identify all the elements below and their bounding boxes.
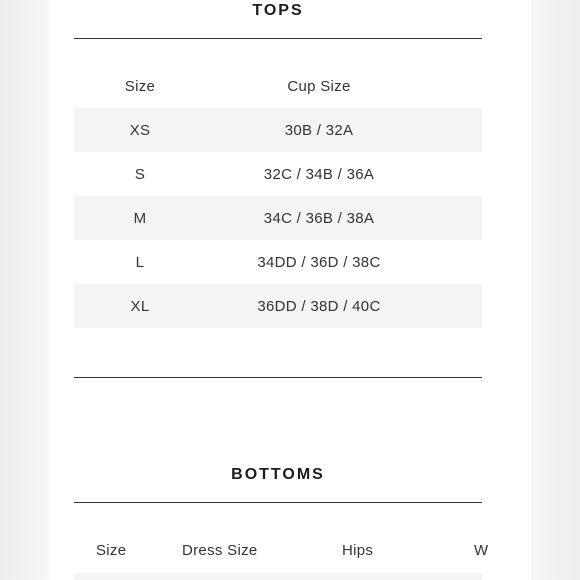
bottoms-header-size: Size [96, 541, 127, 559]
bottoms-section-title: BOTTOMS [231, 466, 325, 483]
tops-cell-cup: 34DD / 36D / 38C [257, 253, 381, 271]
tops-cell-size: XS [129, 121, 151, 139]
bottoms-header-dress-size: Dress Size [182, 541, 258, 559]
bottoms-header-waist-partial: W [474, 541, 489, 559]
bottoms-first-row-shade [74, 573, 482, 580]
tops-cell-cup: 30B / 32A [284, 121, 354, 139]
table-row [74, 108, 482, 152]
tops-cell-size: L [135, 253, 145, 271]
bottoms-header-hips: Hips [342, 541, 374, 559]
tops-section-end-divider [74, 377, 482, 378]
table-row [74, 152, 482, 196]
tops-header-size: Size [124, 77, 156, 95]
tops-cell-size: M [133, 209, 147, 227]
tops-header-cup-size: Cup Size [287, 77, 351, 95]
tops-size-table [74, 64, 482, 328]
bottoms-title-divider [74, 502, 482, 503]
tops-section-title: TOPS [252, 2, 304, 19]
tops-cell-cup: 34C / 36B / 38A [263, 209, 375, 227]
tops-cell-size: XL [130, 297, 150, 315]
tops-title-divider [74, 38, 482, 39]
size-chart-sheet [49, 0, 531, 580]
tops-cell-cup: 36DD / 38D / 40C [257, 297, 381, 315]
table-row [74, 240, 482, 284]
tops-cell-size: S [134, 165, 146, 183]
tops-cell-cup: 32C / 34B / 36A [263, 165, 375, 183]
table-row [74, 196, 482, 240]
table-row [74, 284, 482, 328]
tops-header-row [74, 64, 482, 108]
bottoms-header-row [74, 528, 531, 572]
